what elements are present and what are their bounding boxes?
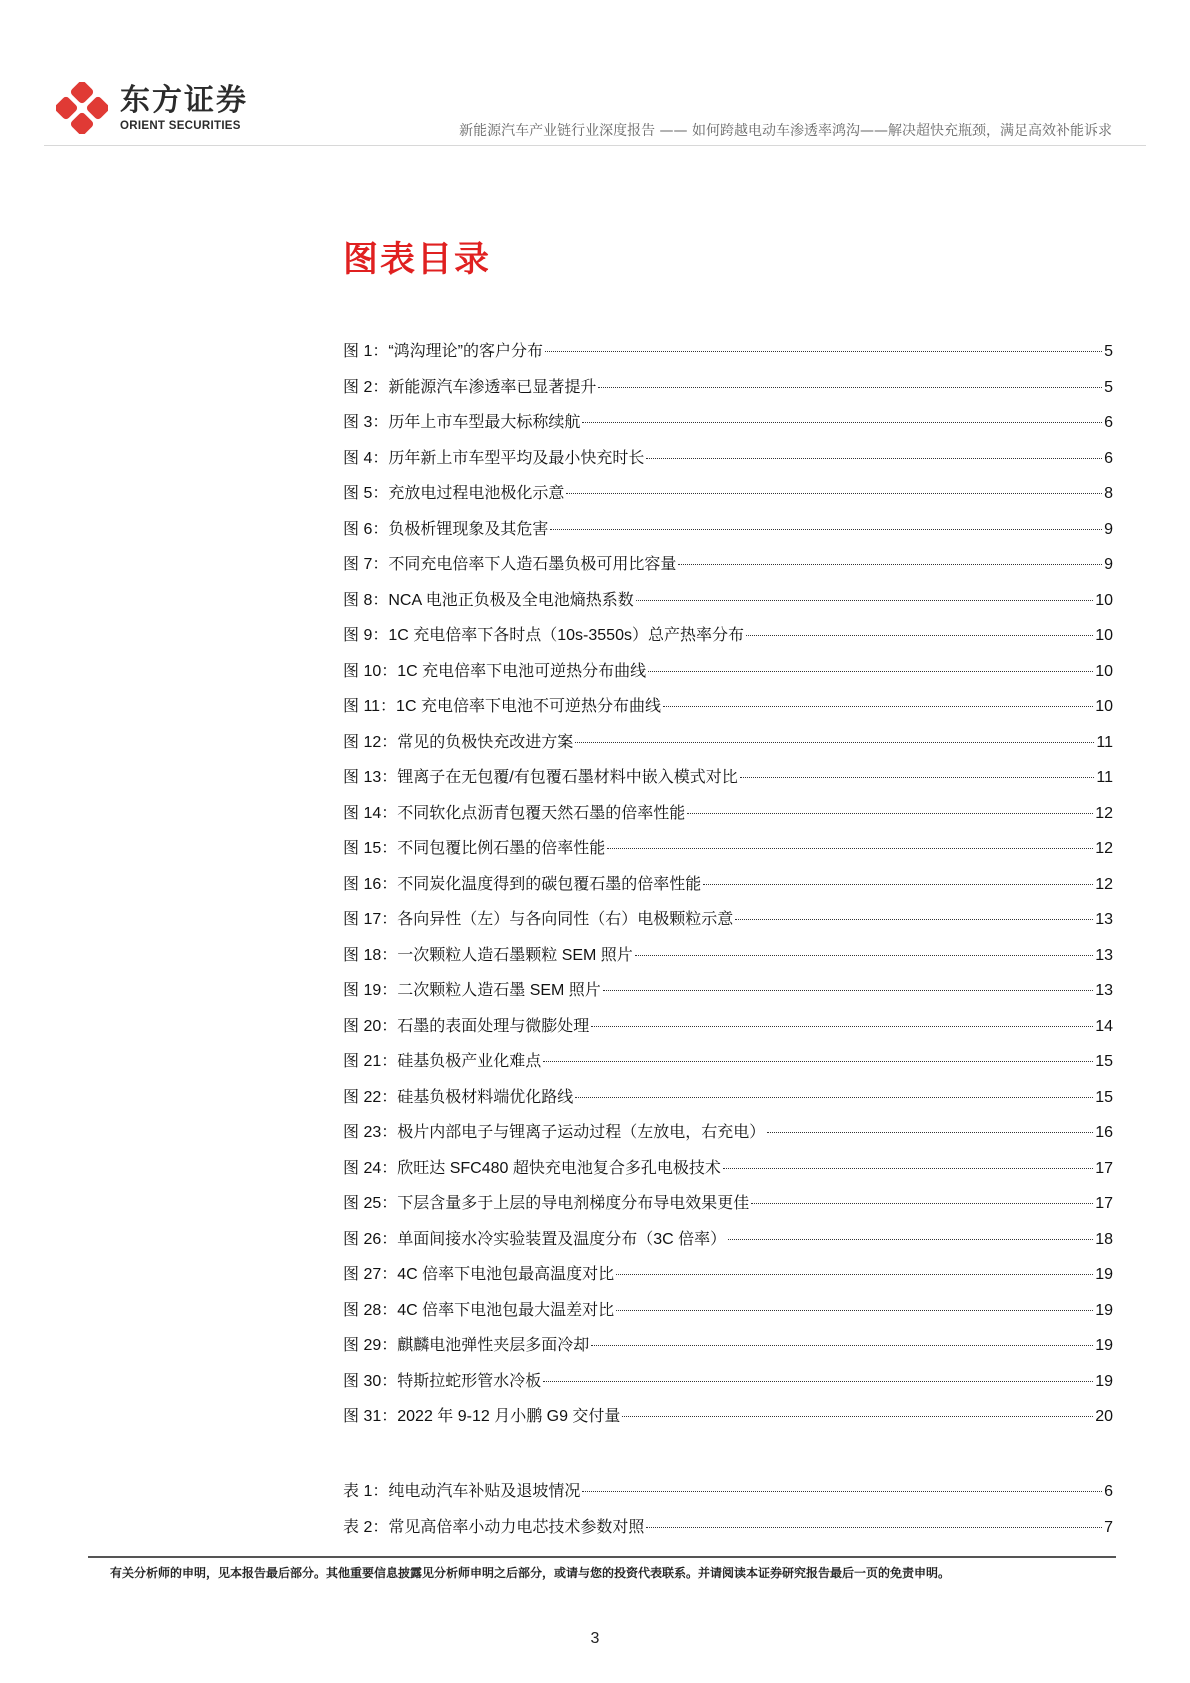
toc-entry-label[interactable]: 图 11：1C 充电倍率下电池不可逆热分布曲线 xyxy=(343,698,661,715)
toc-entry-label[interactable]: 图 26：单面间接水冷实验装置及温度分布（3C 倍率） xyxy=(343,1230,727,1248)
toc-figure-entry[interactable] xyxy=(343,942,1113,978)
toc-entry-page[interactable]: 17 xyxy=(1095,1195,1113,1212)
toc-figure-entry[interactable] xyxy=(343,800,1113,836)
dot-leader xyxy=(687,813,1093,814)
dot-leader xyxy=(566,493,1102,494)
dot-leader xyxy=(543,1061,1093,1062)
toc-figure-entry[interactable] xyxy=(343,1368,1113,1404)
toc-entry-label[interactable]: 图 15：不同包覆比例石墨的倍率性能 xyxy=(343,840,606,857)
dot-leader xyxy=(746,635,1093,636)
toc-figure-entry[interactable] xyxy=(343,1013,1113,1049)
toc-entry-page[interactable]: 10 xyxy=(1095,662,1113,680)
toc-entry-page[interactable]: 12 xyxy=(1095,840,1113,857)
toc-entry-label[interactable]: 图 18：一次颗粒人造石墨颗粒 SEM 照片 xyxy=(343,946,633,964)
toc-entry-label[interactable]: 图 25：下层含量多于上层的导电剂梯度分布导电效果更佳 xyxy=(343,1195,750,1212)
toc-entry-page[interactable]: 10 xyxy=(1095,591,1113,609)
toc-entry-label[interactable]: 图 10：1C 充电倍率下电池可逆热分布曲线 xyxy=(343,662,647,680)
dot-leader xyxy=(636,600,1094,601)
toc-entry-page[interactable]: 17 xyxy=(1095,1159,1113,1177)
toc-figure-entry[interactable] xyxy=(343,587,1113,623)
dot-leader xyxy=(543,1381,1093,1382)
dot-leader xyxy=(723,1168,1093,1169)
toc-figure-entry[interactable] xyxy=(343,374,1113,410)
brand-name-cn: 东方证券 xyxy=(120,83,248,118)
dot-leader xyxy=(622,1416,1093,1417)
dot-leader xyxy=(740,777,1095,778)
toc-entry-page[interactable]: 5 xyxy=(1104,378,1113,396)
dot-leader xyxy=(591,1026,1093,1027)
toc-figure-entry[interactable] xyxy=(343,409,1113,445)
toc-entry-page[interactable]: 6 xyxy=(1104,1483,1113,1500)
toc-entry-label[interactable]: 图 17：各向异性（左）与各向同性（右）电极颗粒示意 xyxy=(343,911,734,928)
toc-entry-page[interactable]: 18 xyxy=(1095,1230,1113,1248)
toc-entry-page[interactable]: 15 xyxy=(1095,1088,1113,1106)
toc-figure-entry[interactable] xyxy=(343,338,1113,374)
toc-entry-page[interactable]: 7 xyxy=(1104,1518,1113,1536)
toc-entry-label[interactable]: 图 31：2022 年 9-12 月小鹏 G9 交付量 xyxy=(343,1408,621,1425)
dot-leader xyxy=(550,529,1102,530)
brand-name-en: ORIENT SECURITIES xyxy=(120,120,241,132)
toc-entry-label[interactable]: 图 16：不同炭化温度得到的碳包覆石墨的倍率性能 xyxy=(343,875,702,893)
toc-entry-label[interactable]: 图 9：1C 充电倍率下各时点（10s-3550s）总产热率分布 xyxy=(343,627,744,644)
toc-entry-label[interactable]: 图 30：特斯拉蛇形管水冷板 xyxy=(343,1372,542,1390)
toc-figure-entry[interactable] xyxy=(343,693,1113,729)
dot-leader xyxy=(646,1527,1102,1528)
toc-entry-label[interactable]: 图 29：麒麟电池弹性夹层多面冷却 xyxy=(343,1337,590,1354)
toc-entry-label[interactable]: 图 12：常见的负极快充改进方案 xyxy=(343,733,574,751)
toc-entry-page[interactable]: 13 xyxy=(1095,946,1113,964)
toc-figure-entry[interactable] xyxy=(343,1297,1113,1333)
toc-entry-label[interactable]: 图 21：硅基负极产业化难点 xyxy=(343,1053,542,1070)
toc-entry-label[interactable]: 图 5：充放电过程电池极化示意 xyxy=(343,485,565,502)
toc-entry-page[interactable]: 19 xyxy=(1095,1372,1113,1390)
dot-leader xyxy=(598,387,1102,388)
toc-entry-label[interactable]: 图 2：新能源汽车渗透率已显著提升 xyxy=(343,378,597,396)
toc-entry-page[interactable]: 10 xyxy=(1095,627,1113,644)
toc-figure-entry[interactable] xyxy=(343,445,1113,481)
toc-entry-label[interactable]: 图 28：4C 倍率下电池包最大温差对比 xyxy=(343,1301,615,1319)
toc-entry-label[interactable]: 图 4：历年新上市车型平均及最小快充时长 xyxy=(343,449,645,467)
toc-entry-page[interactable]: 9 xyxy=(1104,556,1113,573)
dot-leader xyxy=(545,351,1102,352)
toc-entry-label[interactable]: 图 27：4C 倍率下电池包最高温度对比 xyxy=(343,1266,615,1283)
toc-entry-label[interactable]: 图 3：历年上市车型最大标称续航 xyxy=(343,414,581,431)
dot-leader xyxy=(582,1491,1102,1492)
toc-entry-page[interactable]: 13 xyxy=(1095,982,1113,999)
dot-leader xyxy=(767,1132,1093,1133)
toc-entry-label[interactable]: 图 20：石墨的表面处理与微膨处理 xyxy=(343,1017,590,1035)
dot-leader xyxy=(635,955,1093,956)
toc-figure-entry[interactable] xyxy=(343,480,1113,516)
toc-entry-page[interactable]: 15 xyxy=(1095,1053,1113,1070)
dot-leader xyxy=(728,1239,1093,1240)
toc-figure-entry[interactable] xyxy=(343,1403,1113,1439)
page-number: 3 xyxy=(590,1630,600,1647)
toc-entry-label[interactable]: 图 1：“鸿沟理论”的客户分布 xyxy=(343,343,544,360)
toc-figure-entry[interactable] xyxy=(343,871,1113,907)
toc-table-entry[interactable] xyxy=(343,1514,1113,1550)
toc-entry-page[interactable]: 12 xyxy=(1095,875,1113,893)
toc-figure-entry[interactable] xyxy=(343,1261,1113,1297)
toc-entry-label[interactable]: 图 8：NCA 电池正负极及全电池熵热系数 xyxy=(343,591,634,609)
toc-figure-entry[interactable] xyxy=(343,1155,1113,1191)
toc-entry-page[interactable]: 12 xyxy=(1095,804,1113,822)
toc-entry-label[interactable]: 表 2：常见高倍率小动力电芯技术参数对照 xyxy=(343,1518,645,1536)
dot-leader xyxy=(603,990,1093,991)
toc-entry-page[interactable]: 19 xyxy=(1095,1266,1113,1283)
toc-entry-page[interactable]: 5 xyxy=(1104,343,1113,360)
toc-figure-entry[interactable] xyxy=(343,516,1113,552)
toc-entry-page[interactable]: 9 xyxy=(1104,520,1113,538)
toc-figure-entry[interactable] xyxy=(343,1084,1113,1120)
toc-figure-entry[interactable] xyxy=(343,551,1113,587)
disclaimer-note: 有关分析师的申明，见本报告最后部分。其他重要信息披露见分析师申明之后部分，或请与您的投资代表联系。并请阅读本证券研究报告最后一页的免责申明。 xyxy=(110,1566,951,1580)
toc-entry-label[interactable]: 图 13：锂离子在无包覆/有包覆石墨材料中嵌入模式对比 xyxy=(343,769,738,786)
toc-figure-entry[interactable] xyxy=(343,1226,1113,1262)
toc-entry-label[interactable]: 图 23：极片内部电子与锂离子运动过程（左放电，右充电） xyxy=(343,1124,766,1141)
dot-leader xyxy=(582,422,1102,423)
toc-entry-label[interactable]: 图 14：不同软化点沥青包覆天然石墨的倍率性能 xyxy=(343,804,686,822)
toc-entry-label[interactable]: 图 24：欣旺达 SFC480 超快充电池复合多孔电极技术 xyxy=(343,1159,721,1177)
toc-figures-list xyxy=(343,338,1113,1439)
dot-leader xyxy=(646,458,1102,459)
dot-leader xyxy=(616,1310,1093,1311)
toc-figure-entry[interactable] xyxy=(343,977,1113,1013)
toc-entry-page[interactable]: 8 xyxy=(1104,485,1113,502)
toc-entry-label[interactable]: 图 6：负极析锂现象及其危害 xyxy=(343,520,549,538)
toc-entry-page[interactable]: 14 xyxy=(1095,1017,1113,1035)
dot-leader xyxy=(575,1097,1093,1098)
dot-leader xyxy=(678,564,1102,565)
orient-securities-logo-icon xyxy=(56,82,108,134)
toc-entry-page[interactable]: 11 xyxy=(1096,733,1113,751)
toc-figure-entry[interactable] xyxy=(343,1119,1113,1155)
toc-entry-page[interactable]: 16 xyxy=(1095,1124,1113,1141)
toc-entry-page[interactable]: 11 xyxy=(1096,769,1113,786)
dot-leader xyxy=(751,1203,1093,1204)
toc-entry-page[interactable]: 10 xyxy=(1095,698,1113,715)
report-title: 新能源汽车产业链行业深度报告 —— 如何跨越电动车渗透率鸿沟——解决超快充瓶颈，满足高效补能诉求 xyxy=(459,123,1112,139)
toc-entry-page[interactable]: 19 xyxy=(1095,1337,1113,1354)
toc-entry-page[interactable]: 13 xyxy=(1095,911,1113,928)
toc-figure-entry[interactable] xyxy=(343,658,1113,694)
toc-entry-page[interactable]: 6 xyxy=(1104,449,1113,467)
toc-tables-list xyxy=(343,1478,1113,1549)
dot-leader xyxy=(575,742,1094,743)
toc-table-entry[interactable] xyxy=(343,1478,1113,1514)
dot-leader xyxy=(591,1345,1093,1346)
dot-leader xyxy=(735,919,1093,920)
toc-entry-label[interactable]: 图 22：硅基负极材料端优化路线 xyxy=(343,1088,574,1106)
toc-figure-entry[interactable] xyxy=(343,764,1113,800)
header-divider xyxy=(44,145,1146,146)
dot-leader xyxy=(703,884,1093,885)
toc-figure-entry[interactable] xyxy=(343,1190,1113,1226)
toc-entry-label[interactable]: 图 7：不同充电倍率下人造石墨负极可用比容量 xyxy=(343,556,677,573)
toc-entry-page[interactable]: 6 xyxy=(1104,414,1113,431)
toc-entry-label[interactable]: 图 19：二次颗粒人造石墨 SEM 照片 xyxy=(343,982,601,999)
toc-figure-entry[interactable] xyxy=(343,1332,1113,1368)
dot-leader xyxy=(648,671,1093,672)
toc-figure-entry[interactable] xyxy=(343,835,1113,871)
dot-leader xyxy=(663,706,1093,707)
footer-divider xyxy=(88,1556,1116,1558)
toc-entry-page[interactable]: 20 xyxy=(1095,1408,1113,1425)
toc-heading: 图表目录 xyxy=(343,240,492,280)
toc-figure-entry[interactable] xyxy=(343,622,1113,658)
dot-leader xyxy=(607,848,1093,849)
dot-leader xyxy=(616,1274,1093,1275)
toc-figure-entry[interactable] xyxy=(343,729,1113,765)
toc-figure-entry[interactable] xyxy=(343,906,1113,942)
toc-entry-page[interactable]: 19 xyxy=(1095,1301,1113,1319)
toc-entry-label[interactable]: 表 1：纯电动汽车补贴及退坡情况 xyxy=(343,1483,581,1500)
toc-figure-entry[interactable] xyxy=(343,1048,1113,1084)
